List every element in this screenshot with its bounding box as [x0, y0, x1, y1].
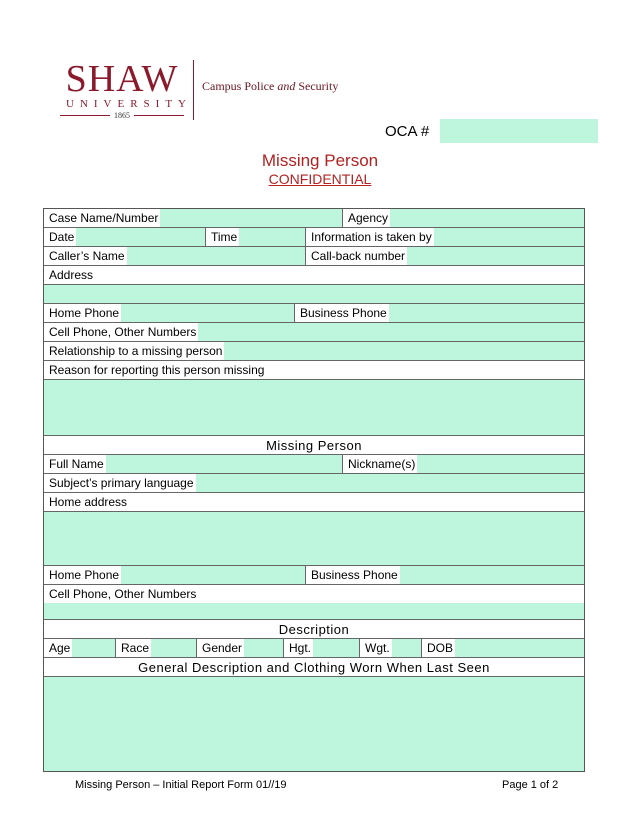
row-mp-cell	[44, 585, 584, 604]
row-language	[44, 474, 584, 493]
height-label: Hgt.	[284, 639, 313, 657]
oca-label: OCA #	[385, 123, 430, 140]
reason-label: Reason for reporting this person missing	[44, 361, 266, 379]
address-label: Address	[44, 266, 95, 284]
home-address-field[interactable]	[44, 512, 584, 566]
callback-field[interactable]	[306, 247, 584, 265]
footer-form-name: Missing Person – Initial Report Form 01//19	[75, 779, 287, 791]
race-field[interactable]	[116, 639, 197, 657]
language-field[interactable]	[44, 474, 584, 492]
row-relationship	[44, 342, 584, 361]
callback-label: Call-back number	[306, 247, 407, 265]
gender-field[interactable]	[197, 639, 284, 657]
logo-name: SHAW	[65, 58, 179, 100]
mp-home-phone-label: Home Phone	[44, 566, 121, 584]
row-caller	[44, 247, 584, 266]
oca-field[interactable]	[440, 119, 598, 143]
dob-label: DOB	[422, 639, 455, 657]
weight-label: Wgt.	[360, 639, 392, 657]
mp-home-phone-field[interactable]	[44, 566, 306, 584]
cell-phone-field[interactable]	[44, 323, 584, 341]
general-description-header	[44, 658, 584, 677]
missing-person-header	[44, 436, 584, 455]
logo-year-row	[60, 111, 184, 120]
cell-phone-label: Cell Phone, Other Numbers	[44, 323, 198, 341]
full-name-field[interactable]	[44, 455, 343, 473]
date-label: Date	[44, 228, 76, 246]
time-field[interactable]	[206, 228, 306, 246]
home-phone-label: Home Phone	[44, 304, 121, 322]
row-address	[44, 266, 584, 285]
row-cell	[44, 323, 584, 342]
caller-name-label: Caller’s Name	[44, 247, 127, 265]
row-home-address	[44, 493, 584, 512]
dob-field[interactable]	[422, 639, 584, 657]
page-title: Missing Person	[261, 151, 379, 170]
taken-by-field[interactable]	[306, 228, 584, 246]
taken-by-label: Information is taken by	[306, 228, 434, 246]
case-name-label: Case Name/Number	[44, 209, 160, 227]
home-phone-field[interactable]	[44, 304, 295, 322]
department-name	[202, 79, 338, 94]
race-label: Race	[116, 639, 151, 657]
language-label: Subject’s primary language	[44, 474, 196, 492]
nicknames-label: Nickname(s)	[343, 455, 417, 473]
mp-business-phone-field[interactable]	[306, 566, 584, 584]
agency-label: Agency	[343, 209, 390, 227]
mp-business-phone-label: Business Phone	[306, 566, 400, 584]
logo-year: 1865	[114, 111, 130, 120]
report-form	[43, 208, 585, 772]
logo-rule	[60, 115, 110, 116]
case-name-field[interactable]	[44, 209, 343, 227]
time-label: Time	[206, 228, 239, 246]
dept-part-1: Campus Police	[202, 79, 275, 93]
address-field[interactable]	[44, 285, 584, 304]
mp-cell-phone-field[interactable]	[44, 603, 584, 620]
page-subtitle: CONFIDENTIAL	[268, 171, 372, 187]
footer-page-number: Page 1 of 2	[502, 779, 559, 791]
date-field[interactable]	[44, 228, 206, 246]
weight-field[interactable]	[360, 639, 422, 657]
dept-part-and: and	[277, 79, 296, 93]
row-full-name	[44, 455, 584, 474]
age-label: Age	[44, 639, 72, 657]
mp-cell-phone-label: Cell Phone, Other Numbers	[44, 585, 198, 603]
logo-divider	[193, 60, 194, 120]
logo-university: UNIVERSITY	[66, 98, 192, 110]
description-header	[44, 620, 584, 639]
gender-label: Gender	[197, 639, 244, 657]
general-description-field[interactable]	[44, 677, 584, 771]
logo-rule	[134, 115, 184, 116]
height-field[interactable]	[284, 639, 360, 657]
business-phone-label: Business Phone	[295, 304, 389, 322]
row-phones	[44, 304, 584, 323]
reason-field[interactable]	[44, 380, 584, 436]
nicknames-field[interactable]	[343, 455, 584, 473]
relationship-field[interactable]	[44, 342, 584, 360]
caller-name-field[interactable]	[44, 247, 306, 265]
full-name-label: Full Name	[44, 455, 106, 473]
row-reason	[44, 361, 584, 380]
age-field[interactable]	[44, 639, 116, 657]
row-case	[44, 209, 584, 228]
description-title: Description	[44, 620, 584, 638]
business-phone-field[interactable]	[295, 304, 584, 322]
home-address-label: Home address	[44, 493, 129, 511]
general-description-title: General Description and Clothing Worn When Last Seen	[44, 658, 584, 676]
agency-field[interactable]	[343, 209, 584, 227]
row-date	[44, 228, 584, 247]
missing-person-title: Missing Person	[44, 436, 584, 454]
row-physical	[44, 639, 584, 658]
row-mp-phones	[44, 566, 584, 585]
relationship-label: Relationship to a missing person	[44, 342, 224, 360]
dept-part-2: Security	[298, 79, 339, 93]
university-logo	[60, 58, 192, 120]
